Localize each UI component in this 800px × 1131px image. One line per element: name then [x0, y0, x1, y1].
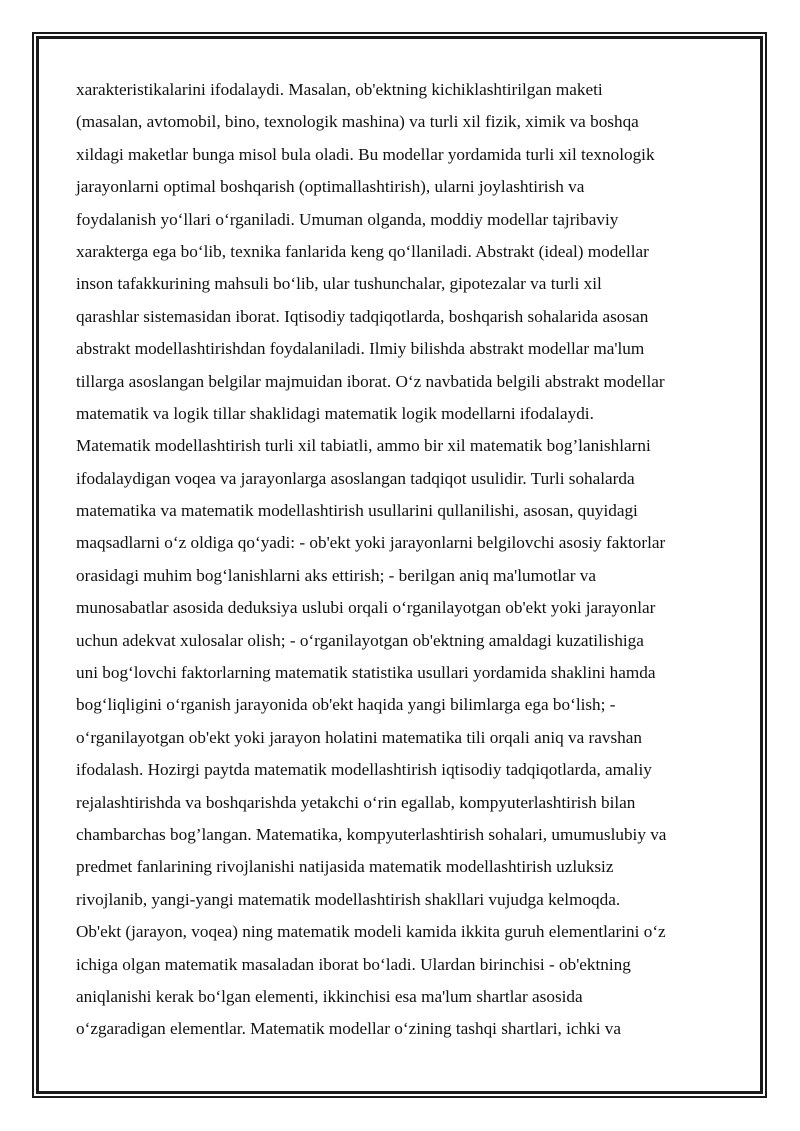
text-line: chambarchas bog’langan. Matematika, kompyuterlashtirish sohalari, umumuslubiy va [76, 824, 667, 844]
text-line: maqsadlarni o‘z oldiga qo‘yadi: - ob'ekt yoki jarayonlarni belgilovchi asosiy faktorlar [76, 533, 666, 553]
document-body-text [76, 74, 736, 1046]
text-line: qarashlar sistemasidan iborat. Iqtisodiy tadqiqotlarda, boshqarish sohalarida asosan [76, 306, 649, 326]
text-line: ichiga olgan matematik masaladan iborat bo‘ladi. Ulardan birinchisi - ob'ektning [76, 954, 631, 974]
text-line: bog‘liqligini o‘rganish jarayonida ob'ekt haqida yangi bilimlarga ega bo‘lish; - [76, 695, 616, 715]
text-line: xildagi maketlar bunga misol bula oladi. Bu modellar yordamida turli xil texnologik [76, 144, 655, 164]
text-line: rivojlanib, yangi-yangi matematik modellashtirish shakllari vujudga kelmoqda. [76, 889, 621, 909]
text-line: orasidagi muhim bog‘lanishlarni aks ettirish; - berilgan aniq ma'lumotlar va [76, 565, 597, 585]
text-line: munosabatlar asosida deduksiya uslubi orqali o‘rganilayotgan ob'ekt yoki jarayonlar [76, 598, 656, 618]
text-line: rejalashtirishda va boshqarishda yetakchi o‘rin egallab, kompyuterlashtirish bilan [76, 792, 636, 812]
text-line: ifodalaydigan voqea va jarayonlarga asoslangan tadqiqot usulidir. Turli sohalarda [76, 468, 635, 488]
text-line: inson tafakkurining mahsuli bo‘lib, ular tushunchalar, gipotezalar va turli xil [76, 274, 602, 294]
text-line: xarakterga ega bo‘lib, texnika fanlarida keng qo‘llaniladi. Abstrakt (ideal) modellar [76, 241, 649, 261]
text-line: ifodalash. Hozirgi paytda matematik modellashtirish iqtisodiy tadqiqotlarda, amaliy [76, 760, 652, 780]
text-line: matematika va matematik modellashtirish usullarini qullanilishi, asosan, quyidagi [76, 501, 638, 521]
text-line: uni bog‘lovchi faktorlarning matematik statistika usullari yordamida shaklini hamda [76, 663, 656, 683]
text-line: xarakteristikalarini ifodalaydi. Masalan, ob'ektning kichiklashtirilgan maketi [76, 80, 603, 99]
text-line: uchun adekvat xulosalar olish; - o‘rganilayotgan ob'ektning amaldagi kuzatilishiga [76, 630, 644, 650]
text-line: foydalanish yo‘llari o‘rganiladi. Umuman olganda, moddiy modellar tajribaviy [76, 209, 619, 229]
text-line: Ob'ekt (jarayon, voqea) ning matematik modeli kamida ikkita guruh elementlarini o‘z [76, 922, 666, 942]
text-line: aniqlanishi kerak bo‘lgan elementi, ikkinchisi esa ma'lum shartlar asosida [76, 986, 583, 1006]
text-line: tillarga asoslangan belgilar majmuidan iborat. O‘z navbatida belgili abstrakt modellar [76, 371, 665, 391]
text-line: Matematik modellashtirish turli xil tabiatli, ammo bir xil matematik bog’lanishlarni [76, 436, 651, 456]
text-line: (masalan, avtomobil, bino, texnologik mashina) va turli xil fizik, ximik va boshqa [76, 112, 639, 132]
text-line: o‘rganilayotgan ob'ekt yoki jarayon holatini matematika tili orqali aniq va ravshan [76, 727, 642, 747]
text-line: predmet fanlarining rivojlanishi natijasida matematik modellashtirish uzluksiz [76, 857, 614, 877]
text-line: abstrakt modellashtirishdan foydalaniladi. Ilmiy bilishda abstrakt modellar ma'lum [76, 339, 645, 359]
text-line: jarayonlarni optimal boshqarish (optimallashtirish), ularni joylashtirish va [76, 177, 585, 197]
text-line: matematik va logik tillar shaklidagi matematik logik modellarni ifodalaydi. [76, 403, 594, 423]
text-line: o‘zgaradigan elementlar. Matematik modellar o‘zining tashqi shartlari, ichki va [76, 1019, 622, 1039]
